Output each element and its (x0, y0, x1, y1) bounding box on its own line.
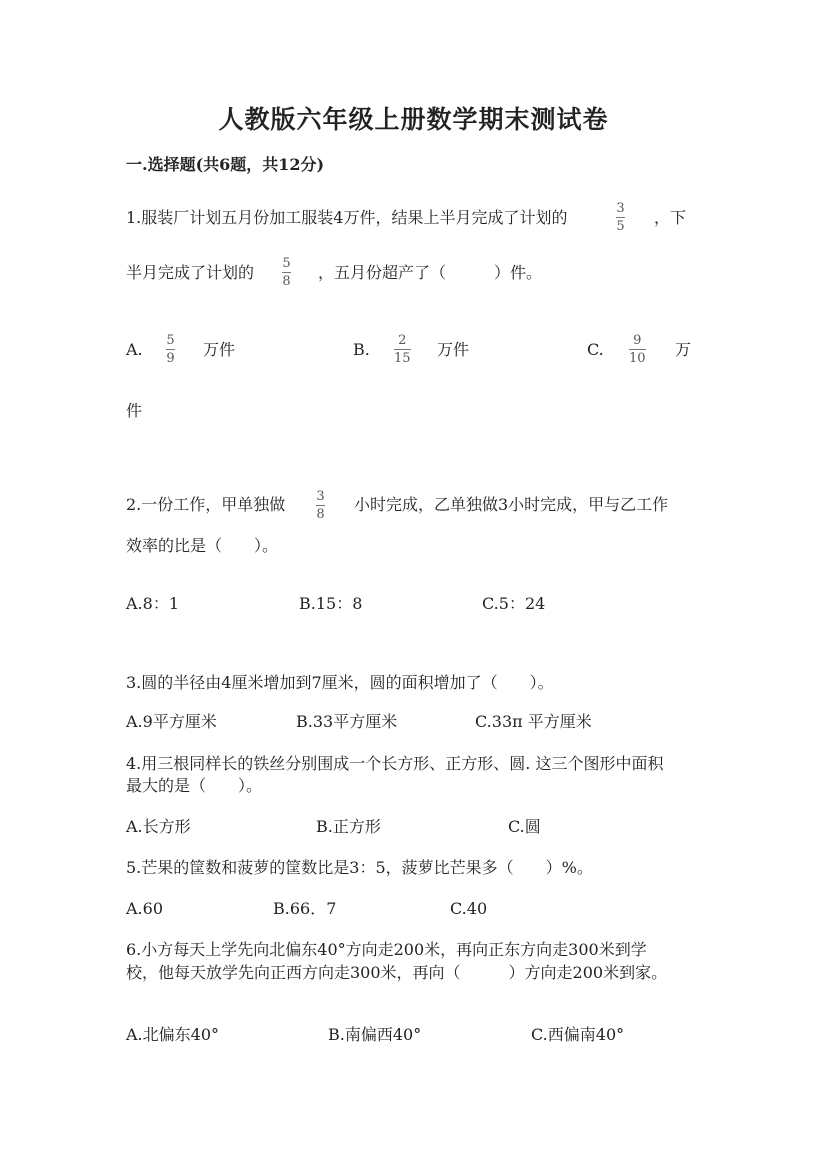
fraction-denominator: 8 (316, 507, 325, 522)
q1-option-a-unit: 万件 (203, 340, 236, 359)
q3-option-b: B.33平方厘米 (296, 712, 398, 731)
fraction-denominator: 10 (629, 351, 646, 366)
q1-option-b-unit: 万件 (437, 340, 470, 359)
q5-option-c: C.40 (450, 899, 488, 918)
fraction-bar (629, 349, 646, 350)
q6-option-a: A.北偏东40° (126, 1025, 220, 1044)
q2-fraction (316, 489, 325, 522)
q1-line2-text: 半月完成了计划的 (126, 263, 255, 282)
fraction-denominator: 9 (166, 351, 175, 366)
q6-option-c: C.西偏南40° (531, 1025, 625, 1044)
q2-option-b: B.15：8 (299, 594, 363, 613)
q2-option-c: C.5：24 (482, 594, 546, 613)
q4-line1-text: 4.用三根同样长的铁丝分别围成一个长方形、正方形、圆. 这三个图形中面积 (126, 754, 664, 773)
q1-option-c-unit-wrap: 件 (126, 401, 143, 420)
fraction-bar (394, 349, 411, 350)
q2-line1-text: 2.一份工作，甲单独做 (126, 495, 286, 514)
fraction-denominator: 15 (394, 351, 411, 366)
fraction-bar (316, 505, 325, 506)
fraction-bar (166, 349, 175, 350)
fraction-numerator: 5 (282, 256, 291, 271)
q4-option-a: A.长方形 (126, 817, 191, 836)
q6-option-b: B.南偏西40° (328, 1025, 422, 1044)
q2-line1-tail: 小时完成，乙单独做3小时完成，甲与乙工作 (354, 495, 669, 514)
q1-line1-text: 1.服装厂计划五月份加工服装4万件，结果上半月完成了计划的 (126, 208, 568, 227)
q1-option-b-fraction (394, 333, 411, 366)
fraction-bar (282, 272, 291, 273)
q1-line1-tail: ，下 (654, 208, 687, 227)
q1-option-b-label: B. (353, 340, 370, 359)
fraction-numerator: 2 (398, 333, 407, 348)
q3-option-a: A.9平方厘米 (126, 712, 217, 731)
q1-option-c-label: C. (587, 340, 604, 359)
q3-option-c: C.33π 平方厘米 (475, 712, 592, 731)
fraction-denominator: 8 (282, 274, 291, 289)
q4-option-b: B.正方形 (316, 817, 381, 836)
q3-line1-text: 3.圆的半径由4厘米增加到7厘米，圆的面积增加了（ ）。 (126, 673, 554, 692)
q1-option-a-fraction (166, 333, 175, 366)
q2-option-a: A.8：1 (126, 594, 180, 613)
fraction-numerator: 9 (633, 333, 642, 348)
q1-option-a-label: A. (126, 340, 143, 359)
q5-line1-text: 5.芒果的筐数和菠萝的筐数比是3：5，菠萝比芒果多（ ）%。 (126, 858, 593, 877)
q5-option-a: A.60 (126, 899, 163, 918)
fraction-denominator: 5 (616, 219, 625, 234)
q6-line2-text: 校，他每天放学先向正西方向走300米，再向（ ）方向走200米到家。 (126, 963, 668, 982)
fraction-numerator: 5 (166, 333, 175, 348)
q1-fraction-1 (616, 201, 625, 234)
q2-line2-text: 效率的比是（ ）。 (126, 536, 279, 555)
q4-line2-text: 最大的是（ ）。 (126, 776, 263, 795)
q1-fraction-2 (282, 256, 291, 289)
q1-option-c-fraction (629, 333, 646, 366)
section-heading: 一.选择题(共6题，共12分) (126, 155, 325, 174)
q1-option-c-unit: 万 (675, 340, 692, 359)
fraction-numerator: 3 (616, 201, 625, 216)
q1-line2-tail: ，五月份超产了（ ）件。 (318, 263, 543, 282)
page-title: 人教版六年级上册数学期末测试卷 (218, 105, 609, 134)
fraction-bar (616, 217, 625, 218)
fraction-numerator: 3 (316, 489, 325, 504)
q4-option-c: C.圆 (508, 817, 541, 836)
q5-option-b: B.66．7 (273, 899, 337, 918)
q6-line1-text: 6.小方每天上学先向北偏东40°方向走200米，再向正东方向走300米到学 (126, 940, 647, 959)
